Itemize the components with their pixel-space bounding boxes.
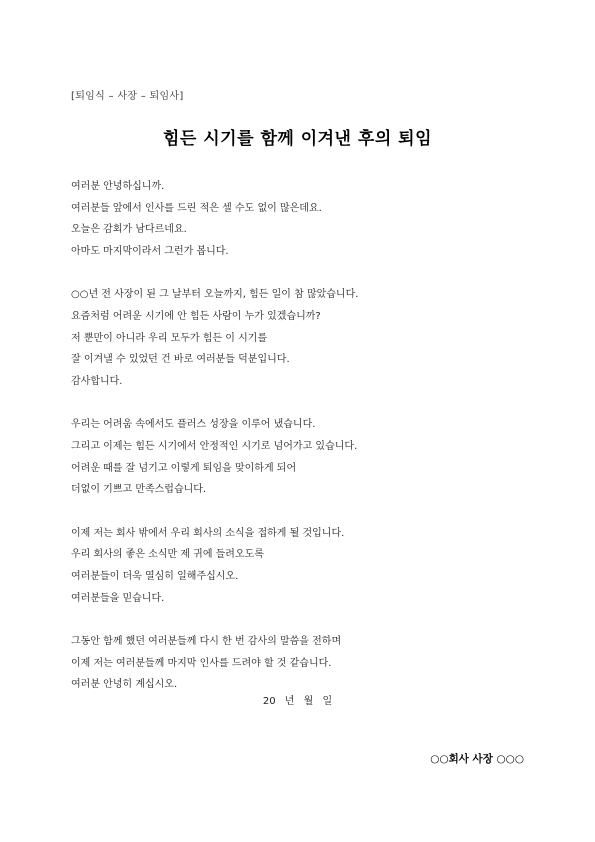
body-line: 요즘처럼 어려운 시기에 안 힘든 사람이 누가 있겠습니까? [71,310,321,322]
body-line: 이제 저는 여러분들께 마지막 인사를 드려야 할 것 같습니다. [71,657,332,669]
body-line: 그리고 이제는 힘든 시기에서 안정적인 시기로 넘어가고 있습니다. [71,440,358,452]
body-line: ○○년 전 사장이 된 그 날부터 오늘까지, 힘든 일이 참 많았습니다. [71,289,359,301]
paragraph-farewell [71,631,531,696]
body-line: 여러분 안녕하십니까. [71,181,165,192]
body-line: 이제 저는 회사 밖에서 우리 회사의 소식을 접하게 될 것입니다. [71,527,345,539]
body-line: 그동안 함께 했던 여러분들께 다시 한 번 감사의 말씀을 전하며 [71,636,342,648]
body-line: 우리 회사의 좋은 소식만 제 귀에 들려오도록 [71,549,264,561]
document-date: 20 년 월 일 [262,696,333,707]
paragraph-thanks [71,284,531,392]
body-line: 더없이 기쁘고 만족스럽습니다. [71,484,207,496]
document-title: 힘든 시기를 함께 이겨낸 후의 퇴임 [163,129,432,149]
body-line: 여러분들을 믿습니다. [71,592,165,604]
body-line: 어려운 때를 잘 넘기고 이렇게 퇴임을 맞이하게 되어 [71,462,297,474]
paragraph-request [71,523,531,609]
paragraph-growth [71,414,531,500]
body-line: 감사합니다. [71,375,123,387]
body-line: 저 뿐만이 아니라 우리 모두가 힘든 이 시기를 [71,332,268,344]
body-line: 여러분들이 더욱 열심히 일해주십시오. [71,570,239,582]
body-line: 아마도 마지막이라서 그런가 봅니다. [71,245,229,257]
document-category: [퇴임식 – 사장 – 퇴임사] [71,91,184,102]
paragraph-greeting [71,176,531,262]
body-line: 여러분들 앞에서 인사를 드린 적은 셀 수도 없이 많은데요. [71,202,322,214]
body-line: 여러분 안녕히 계십시오. [71,679,178,691]
body-line: 우리는 어려움 속에서도 플러스 성장을 이루어 냈습니다. [71,419,316,431]
body-line: 오늘은 감회가 남다르네요. [71,224,187,236]
document-body [71,176,531,718]
signature: ○○회사 사장 ○○○ [430,753,524,765]
body-line: 잘 이겨낼 수 있었던 건 바로 여러분들 덕분입니다. [71,354,290,366]
